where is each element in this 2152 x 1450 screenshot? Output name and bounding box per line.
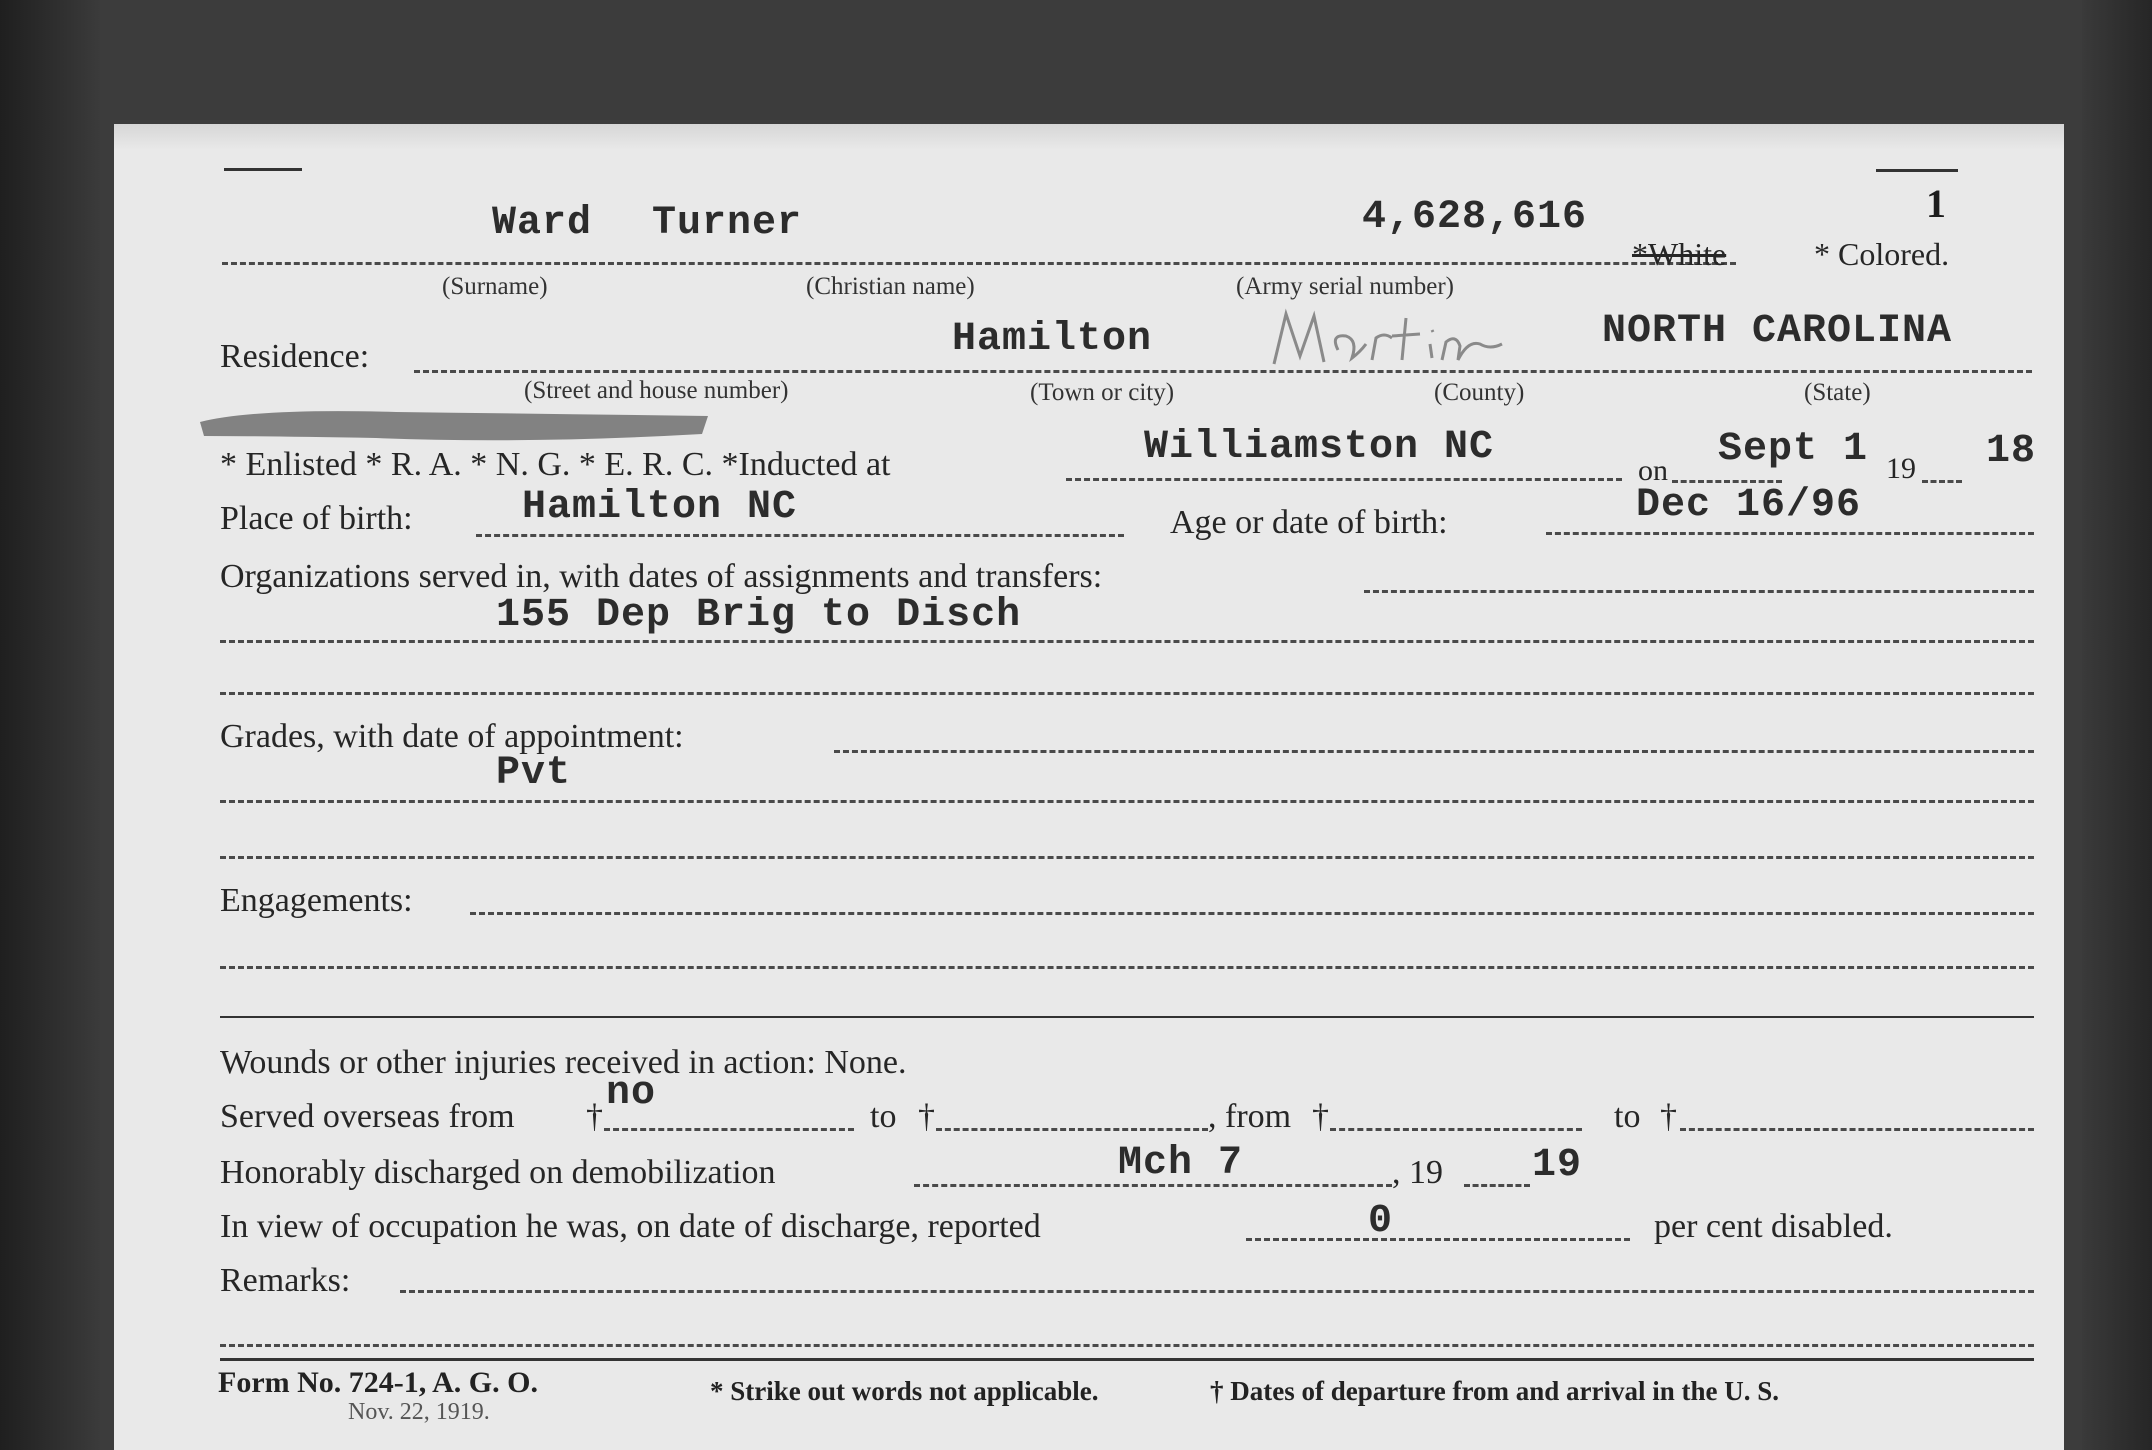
page-number: 1 [1926, 181, 1946, 226]
engagements-line-2 [220, 966, 2034, 969]
residence-state-value: NORTH CAROLINA [1602, 309, 1953, 354]
overseas-dagger-1: † [586, 1098, 603, 1135]
birth-date-line [1546, 532, 2034, 535]
ink-smudge [196, 404, 716, 444]
serial-caption: (Army serial number) [1236, 273, 1454, 300]
overseas-from-line [604, 1128, 854, 1131]
remarks-line-1 [400, 1290, 2034, 1293]
overseas-to-label-2: to [1614, 1098, 1641, 1135]
scan-left-edge [0, 0, 100, 1450]
wounds-label: Wounds or other injuries received in action: None. [220, 1044, 907, 1081]
birthplace-label: Place of birth: [220, 500, 413, 537]
induction-date-value: Sept 1 [1718, 427, 1869, 472]
engagements-line-3 [220, 1016, 2034, 1018]
scan-right-edge [2082, 0, 2152, 1450]
top-left-rule [224, 168, 302, 171]
induction-century-label: 19 [1886, 452, 1916, 485]
organizations-label: Organizations served in, with dates of assignments and transfers: [220, 558, 1103, 595]
overseas-dagger-4: † [1660, 1098, 1677, 1135]
inducted-at-line [1066, 478, 1622, 481]
discharge-label: Honorably discharged on demobilization [220, 1154, 776, 1191]
remarks-line-2 [220, 1344, 2034, 1347]
card-top-shading [114, 124, 2064, 150]
birthplace-line [476, 534, 1124, 537]
residence-town-value: Hamilton [952, 317, 1153, 362]
organizations-line-2 [220, 640, 2034, 643]
organizations-line-3 [220, 692, 2034, 695]
disability-value: 0 [1368, 1199, 1394, 1244]
discharge-year-value: 19 [1532, 1143, 1583, 1188]
engagements-line-1 [470, 912, 2034, 915]
footer-strike-note: * Strike out words not applicable. [710, 1376, 1099, 1406]
on-label: on [1638, 454, 1668, 487]
race-colored-label: * Colored. [1814, 236, 1950, 272]
birthplace-value: Hamilton NC [522, 485, 798, 530]
grade-value: Pvt [496, 751, 572, 796]
race-white-label: *White [1632, 236, 1727, 272]
service-record-card [114, 124, 2064, 1450]
induction-year-line [1922, 480, 1962, 483]
remarks-label: Remarks: [220, 1262, 351, 1299]
county-caption: (County) [1434, 379, 1525, 406]
induction-year-value: 18 [1986, 429, 2037, 474]
name-line [222, 262, 1736, 265]
overseas-to-label: to [870, 1098, 897, 1135]
overseas-to-line [936, 1128, 1208, 1131]
grades-line-1 [834, 750, 2034, 753]
overseas-from-label: , from [1208, 1098, 1292, 1135]
grades-line-2 [220, 800, 2034, 803]
discharge-date-value: Mch 7 [1118, 1141, 1244, 1186]
grades-label: Grades, with date of appointment: [220, 718, 684, 755]
engagements-label: Engagements: [220, 882, 413, 919]
surname-caption: (Surname) [442, 273, 548, 300]
disability-suffix-label: per cent disabled. [1654, 1208, 1893, 1245]
discharge-century-label: , 19 [1392, 1154, 1443, 1191]
disability-label: In view of occupation he was, on date of discharge, reported [220, 1208, 1041, 1245]
overseas-value: no [606, 1071, 657, 1116]
footer-dates-note: † Dates of departure from and arrival in the U. S. [1210, 1376, 1779, 1406]
organizations-line-1 [1364, 590, 2034, 593]
footer-form-number: Form No. 724-1, A. G. O. [218, 1366, 538, 1399]
overseas-dagger-3: † [1312, 1098, 1329, 1135]
footer-rule [220, 1358, 2034, 1361]
overseas-dagger-2: † [918, 1098, 935, 1135]
state-caption: (State) [1804, 379, 1871, 406]
christian-name-caption: (Christian name) [806, 273, 975, 300]
serial-number-value: 4,628,616 [1362, 195, 1588, 240]
top-right-rule [1876, 169, 1958, 172]
town-caption: (Town or city) [1030, 379, 1175, 406]
inducted-at-value: Williamston NC [1144, 425, 1495, 470]
discharge-year-line [1464, 1184, 1530, 1187]
birth-date-value: Dec 16/96 [1636, 483, 1862, 528]
residence-line [414, 370, 2032, 373]
residence-label: Residence: [220, 338, 370, 375]
street-caption: (Street and house number) [524, 377, 789, 404]
organizations-value: 155 Dep Brig to Disch [496, 593, 1022, 638]
grades-line-3 [220, 856, 2034, 859]
overseas-to-line-2 [1680, 1128, 2034, 1131]
county-handwriting-signature [1268, 304, 1508, 374]
overseas-from-line-2 [1330, 1128, 1582, 1131]
enlisted-label: * Enlisted * R. A. * N. G. * E. R. C. *Inducted at [220, 446, 891, 483]
footer-form-date: Nov. 22, 1919. [348, 1399, 490, 1425]
disability-line [1246, 1238, 1630, 1241]
surname-value: Ward [492, 201, 593, 246]
overseas-label: Served overseas from [220, 1098, 515, 1135]
christian-name-value: Turner [652, 201, 803, 246]
birth-date-label: Age or date of birth: [1170, 504, 1448, 541]
